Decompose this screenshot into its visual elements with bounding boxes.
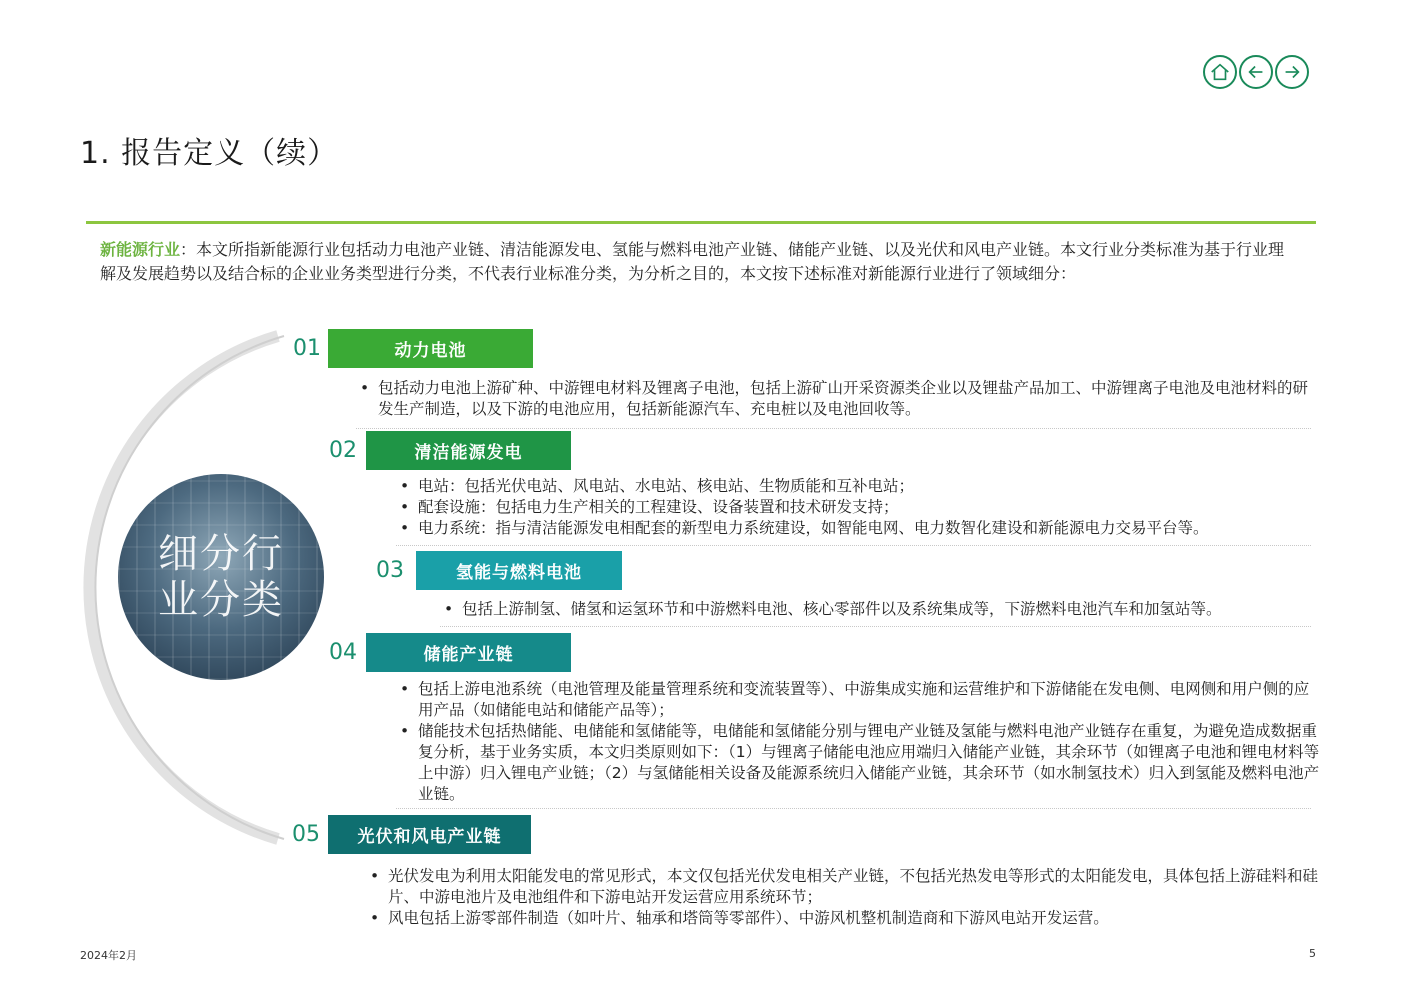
separator [440,626,1311,627]
list-item: • 风电包括上游零部件制造（如叶片、轴承和塔筒等零部件）、中游风机整机制造商和下游风电站开发运营。 [366,908,1321,929]
section-01-bullets [356,378,1321,420]
section-01-label: 动力电池 [328,329,533,368]
list-item: • 包括动力电池上游矿种、中游锂电材料及锂离子电池，包括上游矿山开采资源类企业以及锂盐产品加工、中游锂离子电池及电池材料的研发生产制造，以及下游的电池应用，包括新能源汽车、充电桩以及电池回收等。 [356,378,1321,420]
section-05-number: 05 [292,822,320,847]
section-02-number: 02 [329,438,357,463]
section-02-bullets [396,476,1321,539]
list-item: • 电站：包括光伏电站、风电站、水电站、核电站、生物质能和互补电站； [396,476,1321,497]
footer-date: 2024年2月 [80,949,137,962]
separator [356,428,1311,429]
section-05-label: 光伏和风电产业链 [328,815,531,854]
page-title: 1. 报告定义（续） [80,136,339,171]
list-item: • 包括上游电池系统（电池管理及能量管理系统和变流装置等）、中游集成实施和运营维护和下游储能在发电侧、电网侧和用户侧的应用产品（如储能电站和储能产品等）； [396,679,1321,721]
section-02-label: 清洁能源发电 [366,431,571,470]
section-03-label: 氢能与燃料电池 [416,551,622,590]
industry-photo-circle [118,474,324,680]
list-item: • 配套设施：包括电力生产相关的工程建设、设备装置和技术研发支持； [396,497,1321,518]
section-01-number: 01 [293,336,321,361]
section-04-label: 储能产业链 [366,633,571,672]
separator [396,808,1311,809]
section-03-number: 03 [376,558,404,583]
circle-label: 细分行业分类 [158,531,284,623]
section-04-number: 04 [329,640,357,665]
section-04-bullets [396,679,1321,805]
section-05-bullets [366,866,1321,929]
separator [396,545,1311,546]
intro-text: ：本文所指新能源行业包括动力电池产业链、清洁能源发电、氢能与燃料电池产业链、储能产业链、以及光伏和风电产业链。本文行业分类标准为基于行业理解及发展趋势以及结合标的企业业务类型进行分类，不代表行业标准分类，为分析之目的，本文按下述标准对新能源行业进行了领域细分： [100,240,1285,283]
intro-term: 新能源行业 [100,240,181,259]
list-item: • 光伏发电为利用太阳能发电的常见形式，本文仅包括光伏发电相关产业链，不包括光热发电等形式的太阳能发电，具体包括上游硅料和硅片、中游电池片及电池组件和下游电站开发运营应用系统环节； [366,866,1321,908]
list-item: • 包括上游制氢、储氢和运氢环节和中游燃料电池、核心零部件以及系统集成等，下游燃料电池汽车和加氢站等。 [440,599,1335,620]
list-item: • 储能技术包括热储能、电储能和氢储能等，电储能和氢储能分别与锂电产业链及氢能与燃料电池产业链存在重复，为避免造成数据重复分析，基于业务实质，本文归类原则如下：（1）与锂离子储能电池应用端归入储能产业链，其余环节（如锂离子电池和锂电材料等上中游）归入锂电产业链；（2）与氢储能相关设备及能源系统归入储能产业链，其余环节（如水制氢技术）归入到氢能及燃料电池产业链。 [396,721,1321,805]
list-item: • 电力系统：指与清洁能源发电相配套的新型电力系统建设，如智能电网、电力数智化建设和新能源电力交易平台等。 [396,518,1321,539]
page-number: 5 [1309,947,1316,960]
section-03-bullets [440,599,1335,620]
